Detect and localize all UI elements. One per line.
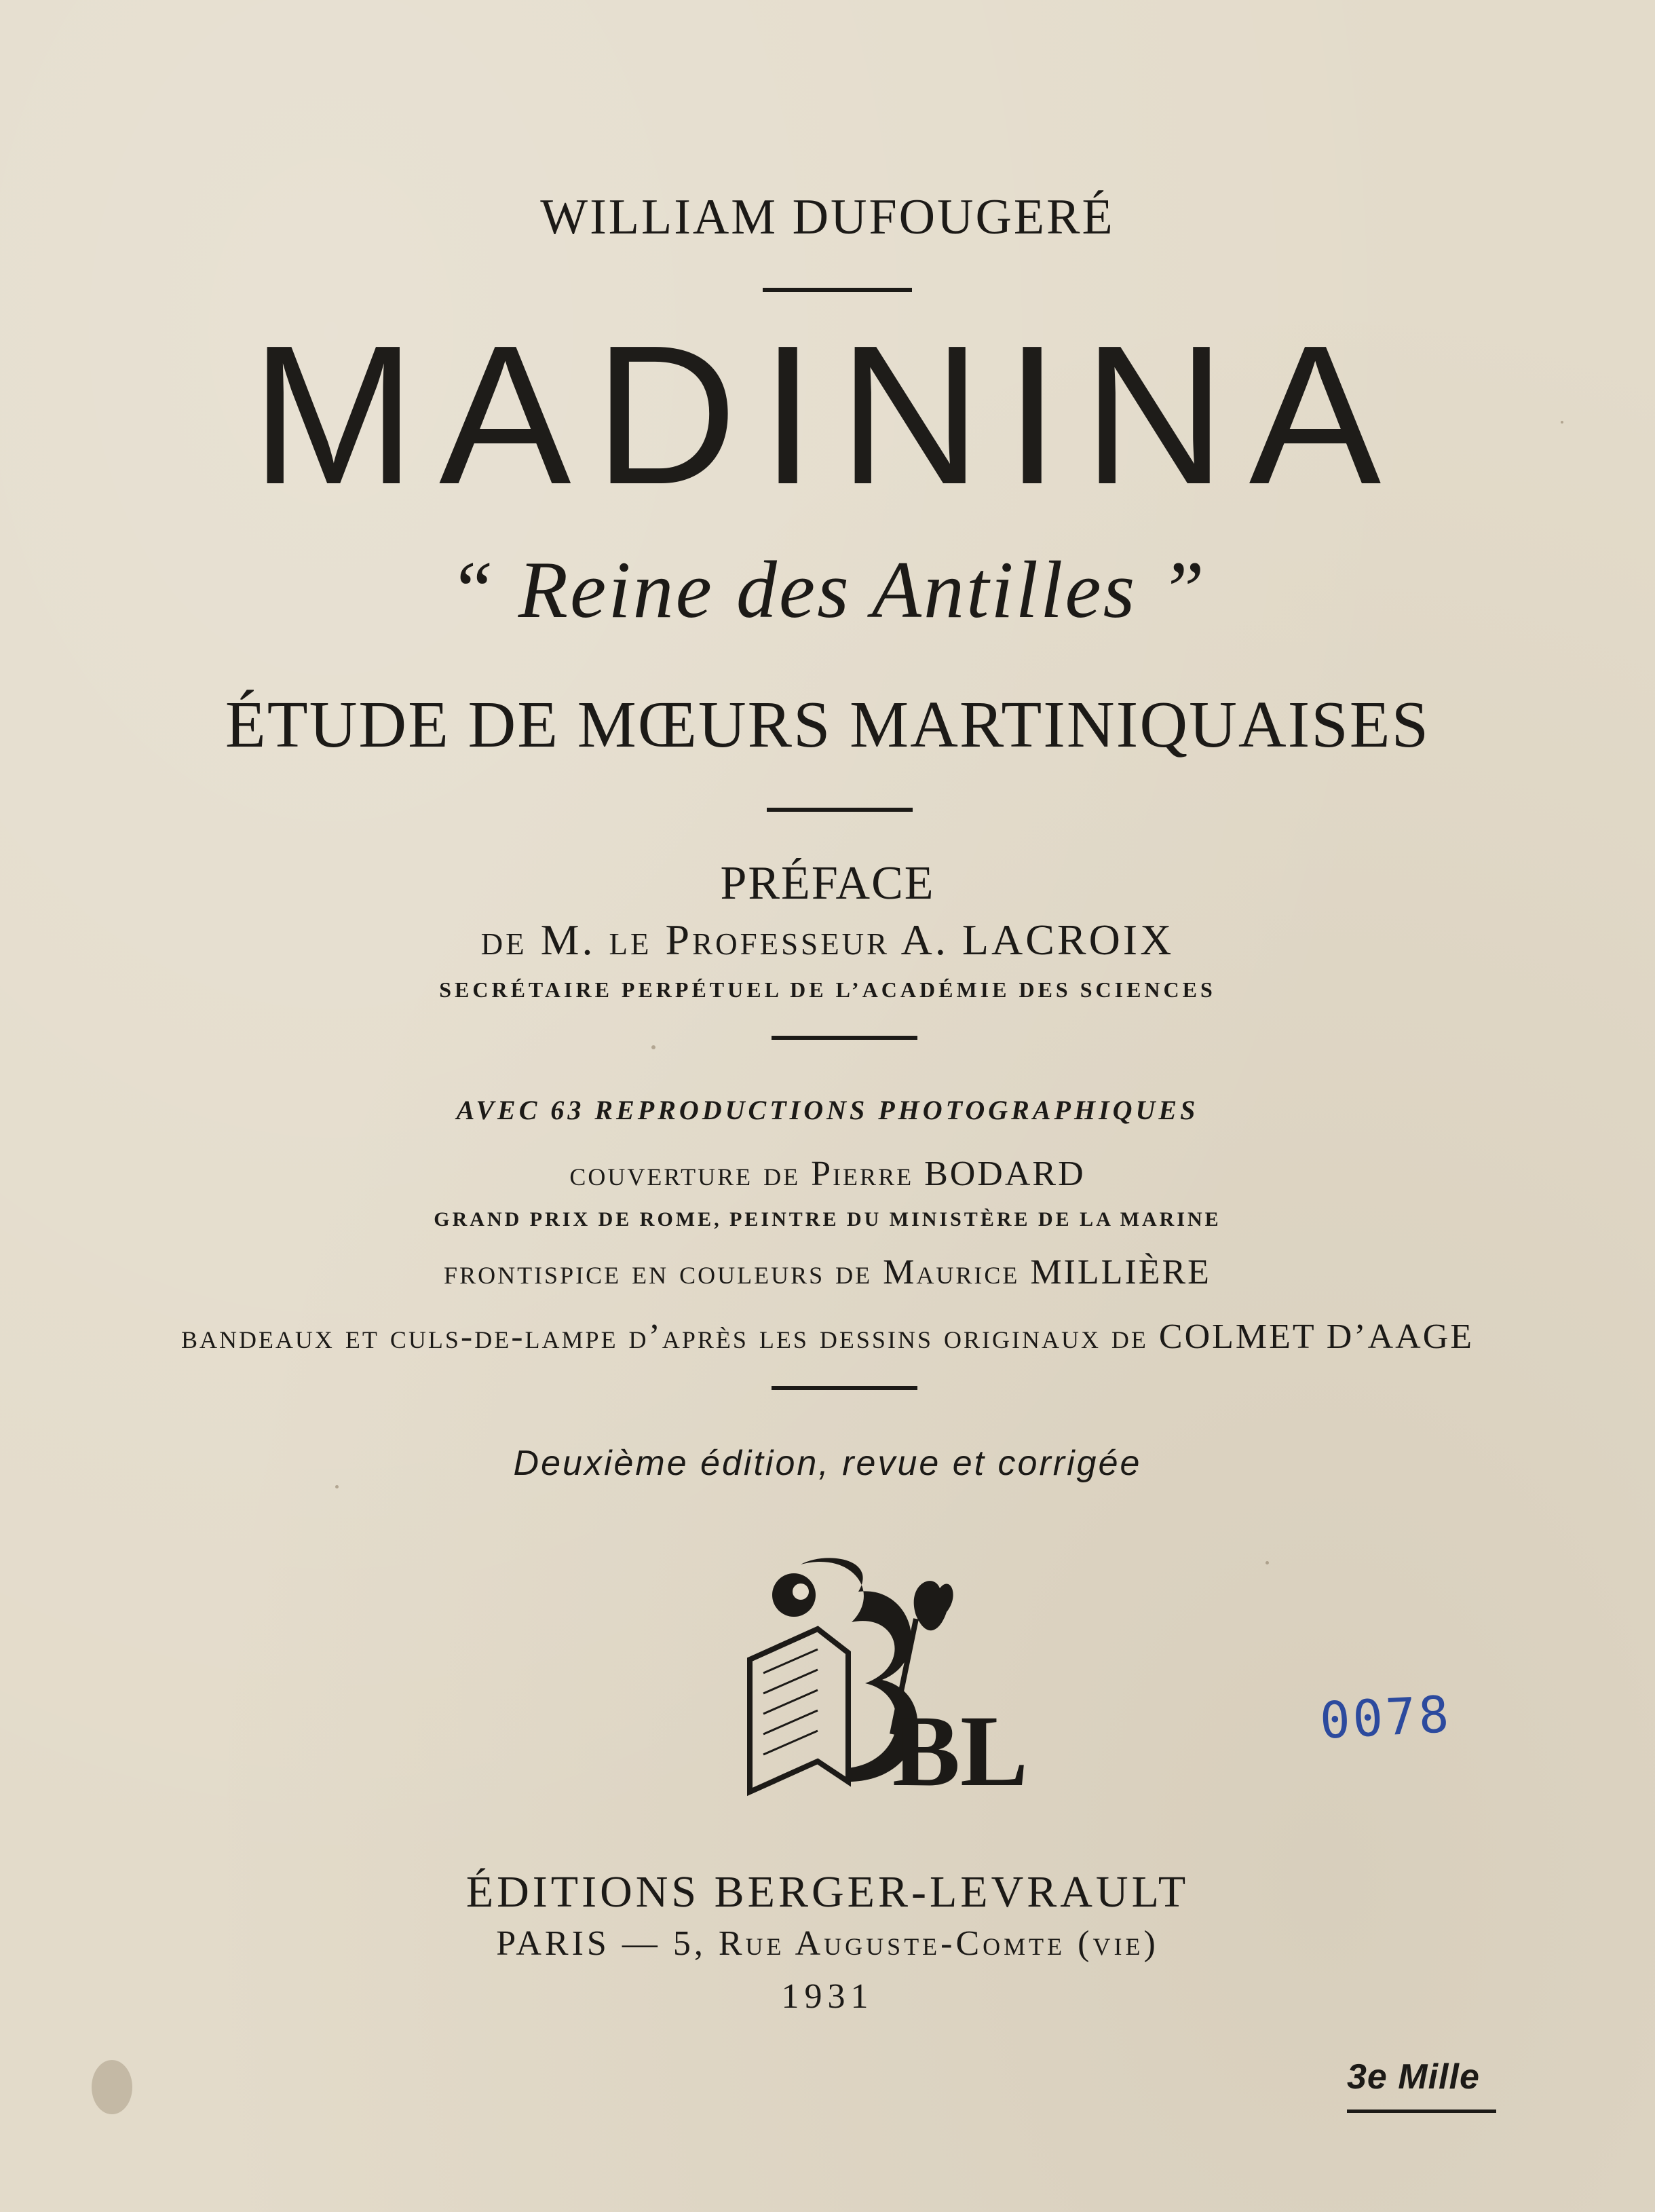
logo-letters: BL [892,1695,1029,1807]
book-title: MADININA [250,304,1405,525]
publisher-name: ÉDITIONS BERGER-LEVRAULT [465,1867,1190,1917]
bandeaux-credit: bandeaux et culs-de-lampe d’après les dessins originaux de COLMET D’AAGE [180,1317,1475,1356]
reproductions-credit: AVEC 63 REPRODUCTIONS PHOTOGRAPHIQUES [456,1095,1199,1125]
publisher-logo-icon [736,1558,1029,1807]
print-run-underline [1347,2110,1496,2113]
paper-speck [1561,421,1563,424]
author-name: WILLIAM DUFOUGERÉ [540,189,1115,245]
edition-note: Deuxième édition, revue et corrigée [513,1444,1142,1483]
divider-rule [772,1036,917,1040]
divider-rule [763,288,912,292]
paper-speck [651,1045,655,1049]
paper-speck [1266,1561,1269,1564]
handwritten-inventory-number: 0078 [1318,1685,1453,1751]
cover-credit: couverture de Pierre BODARD [569,1155,1086,1193]
divider-rule [772,1386,917,1390]
preface-author: de M. le Professeur A. LACROIX [480,916,1175,964]
preface-author-title: SECRÉTAIRE PERPÉTUEL DE L’ACADÉMIE DES SCIENCES [439,977,1216,1002]
divider-rule [767,808,913,812]
print-run-label: 3e Mille [1347,2057,1480,2097]
paper-speck [335,1485,339,1488]
publication-year: 1931 [781,1977,874,2016]
preface-label: PRÉFACE [720,857,935,910]
book-subtitle-secondary: ÉTUDE DE MŒURS MARTINIQUAISES [225,688,1430,762]
cover-artist-title: GRAND PRIX DE ROME, PEINTRE DU MINISTÈRE DE LA MARINE [434,1208,1221,1231]
publisher-address: PARIS — 5, Rue Auguste-Comte (vie) [496,1924,1159,1963]
book-subtitle: “ Reine des Antilles ” [448,544,1207,635]
frontispice-credit: frontispice en couleurs de Maurice MILLIÈRE [444,1253,1211,1292]
paper-stain [92,2060,132,2114]
